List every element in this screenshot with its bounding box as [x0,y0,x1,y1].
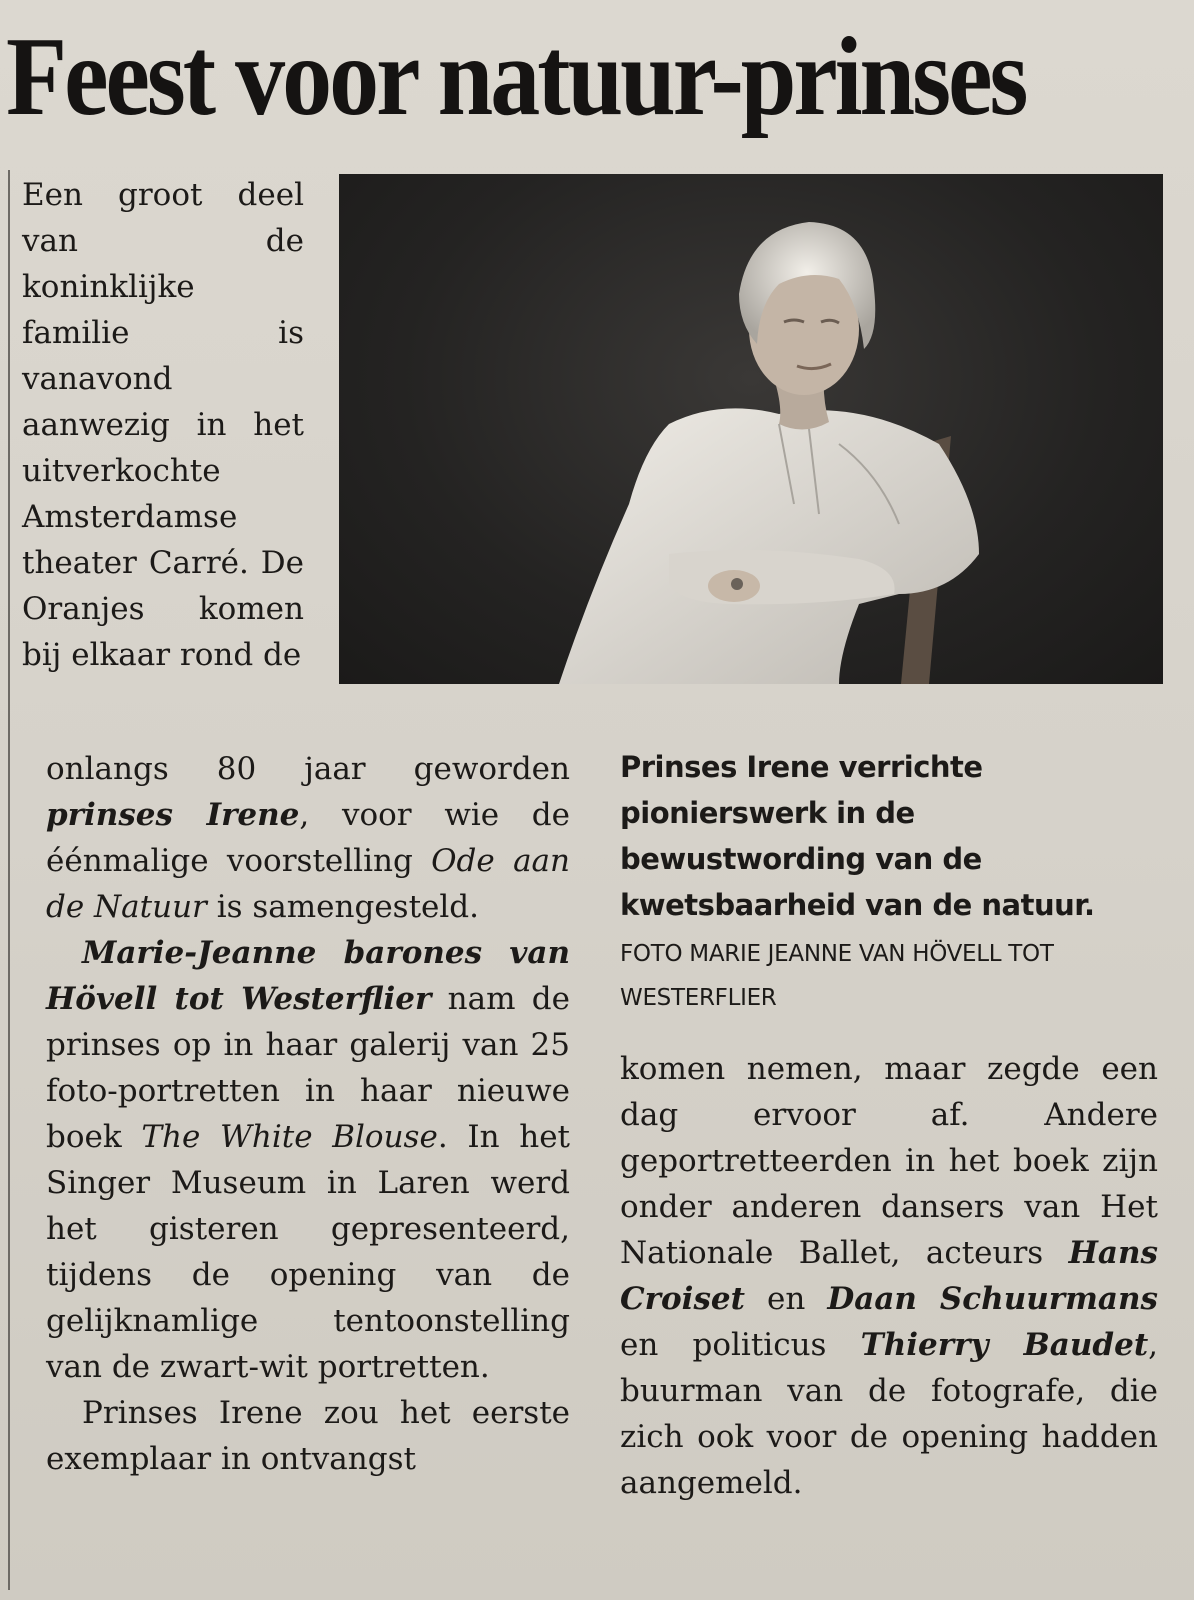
book-title: The White Blouse [141,1119,438,1155]
paragraph-photographer: Marie-Jeanne barones van Hövell tot Westerflier nam de prinses op in haar galerij van 25 foto-portretten in haar nieuwe boek The White Blouse. In het Singer Museum in Laren werd het gisteren gepresenteerd, tijdens de opening van de gelijknamlige tentoonstelling van de zwart-wit portretten. [46,935,571,1385]
paragraph-irene: Prinses Irene zou het eerste exemplaar in ontvangst [46,1395,570,1477]
name-photographer: Marie-Jeanne barones van Hövell tot Westerflier [46,935,570,1017]
photo-credit: FOTO MARIE JEANNE VAN HÖVELL TOT WESTERFLIER [620,941,1054,1011]
name-prinses-irene: prinses Irene [46,797,300,833]
show-title: Ode aan de Natuur [46,843,571,925]
article-column-main [46,746,570,1482]
intro-paragraph-end: onlangs 80 jaar geworden prinses Irene, voor wie de éénmalige voorstelling Ode aan de Natuur is samengesteld. [46,751,571,925]
portrait-illustration [339,174,1163,684]
portrait-photo [339,174,1163,684]
name-daan-schuurmans: Daan Schuurmans [827,1281,1158,1317]
headline: Feest voor natuur-prinses [6,14,1026,139]
article-column-intro [22,172,304,678]
article-column-continued [620,1046,1158,1506]
intro-paragraph-start: Een groot deel van de koninklijke familie is vanavond aanwezig in het uitverkochte Amsterdamse theater Carré. De Oranjes komen bij elkaar rond de [22,177,304,673]
photo-caption: Prinses Irene verrichte pionierswerk in de bewustwording van de kwetsbaarheid van de natuur. [620,750,1095,922]
column-rule [8,170,10,1590]
continued-paragraph: komen nemen, maar zegde een dag ervoor af. Andere geportretteerden in het boek zijn onder anderen dansers van Het Nationale Ballet, acteurs Hans Croiset en Daan Schuurmans en politicus Thierry Baudet, buurman van de fotografe, die zich ook voor de opening hadden aangemeld. [620,1051,1159,1501]
name-thierry-baudet: Thierry Baudet [860,1327,1149,1363]
name-hans-croiset: Hans Croiset [620,1235,1158,1317]
